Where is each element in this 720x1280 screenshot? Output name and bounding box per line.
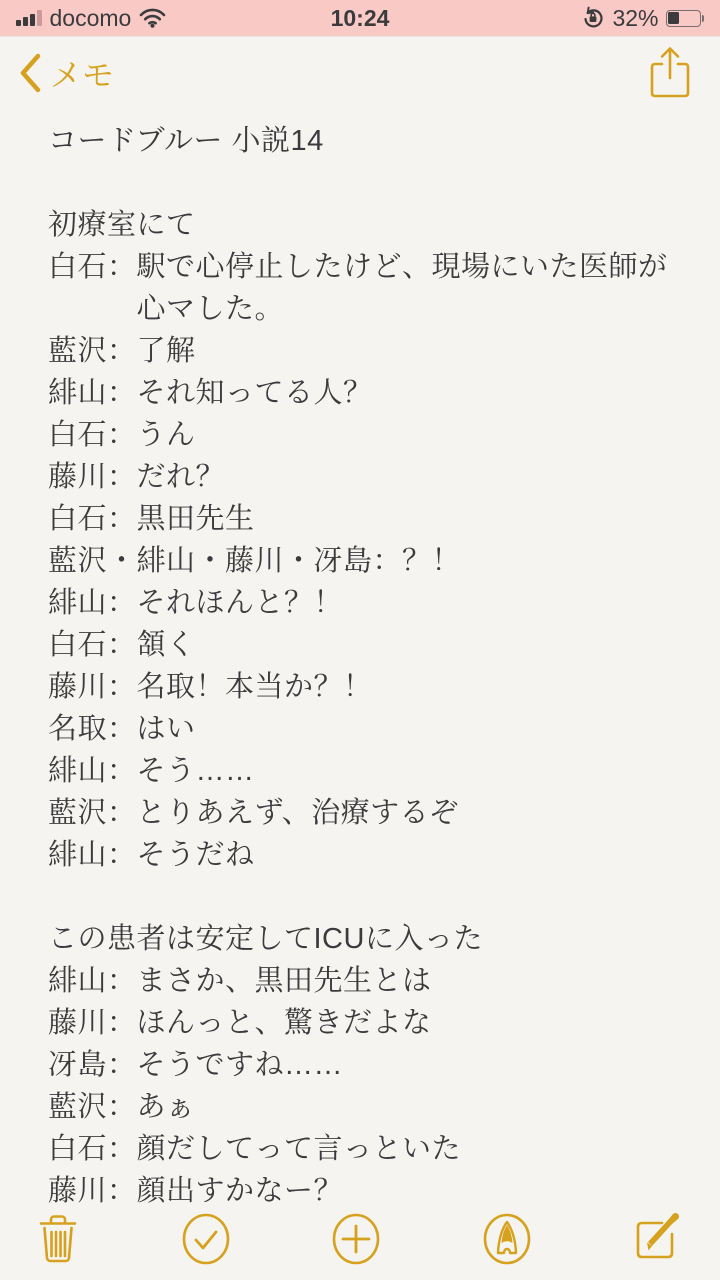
note-line: 緋山：そう…… [48,755,255,787]
note-line: 初療室にて [48,209,196,241]
note-line: 冴島：そうですね…… [48,1049,344,1081]
clock: 10:24 [330,4,390,31]
note-line: 白石：顔だしてって言っといた [48,1133,462,1165]
note-line: 藍沢：あぁ [48,1091,196,1123]
share-button[interactable] [646,44,694,100]
compose-icon [632,1212,684,1266]
note-line: 藤川：顔出すかなー？ [48,1175,344,1207]
note-line: 白石：黒田先生 [48,503,255,535]
compose-button[interactable] [632,1212,684,1266]
note-line [48,876,684,918]
bottom-toolbar [0,1206,720,1280]
share-icon [646,44,694,100]
note-line: コードブルー 小説14 [48,125,324,157]
back-button-label: メモ [50,57,115,93]
note-line: 緋山：それ知ってる人？ [48,377,373,409]
status-right-cluster [581,5,704,32]
checklist-button[interactable] [181,1212,231,1266]
note-body[interactable] [0,112,720,1212]
note-line: 藍沢・緋山・藤川・冴島：？！ [48,545,462,577]
battery-percent-label: 32% [612,4,659,31]
note-line: 白石：頷く [48,629,196,661]
delete-button[interactable] [36,1213,80,1265]
note-line: この患者は安定してICUに入った [48,923,483,955]
markup-pen-icon [482,1212,532,1266]
rotation-lock-icon [581,6,605,30]
add-button[interactable] [331,1212,381,1266]
note-line: 藍沢：とりあえず、治療するぞ [48,797,459,829]
wifi-icon [139,8,166,28]
note-line: 心マした。 [48,293,285,325]
nav-bar [0,36,720,112]
battery-icon [666,10,705,27]
cellular-signal-icon [16,10,42,26]
markup-button[interactable] [482,1212,532,1266]
note-line: 藤川：ほんっと、驚きだよな [48,1007,432,1039]
note-line: 緋山：そうだね [48,839,255,871]
note-line: 緋山：それほんと？！ [48,587,344,619]
trash-icon [36,1213,80,1265]
back-button[interactable] [18,50,114,96]
status-left-cluster [16,5,166,32]
note-line [48,162,684,204]
note-line: 名取：はい [48,713,196,745]
note-line: 藤川：だれ？ [48,461,226,493]
status-bar [0,0,720,36]
checklist-icon [181,1212,231,1266]
note-line: 緋山：まさか、黒田先生とは [48,965,432,997]
note-line: 藤川：名取！本当か？！ [48,671,373,703]
note-line: 白石：駅で心停止したけど、現場にいた医師が [48,251,668,283]
back-chevron-icon [18,53,42,93]
add-icon [331,1212,381,1266]
note-line: 藍沢：了解 [48,335,196,367]
carrier-label: docomo [49,4,132,31]
note-line: 白石：うん [48,419,196,451]
